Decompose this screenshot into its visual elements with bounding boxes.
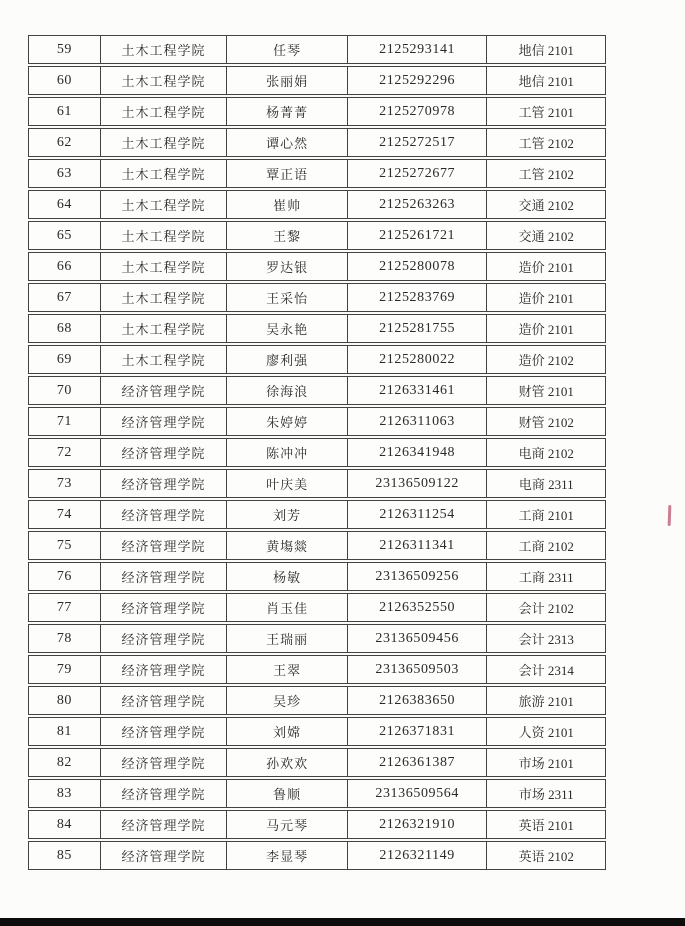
cell-name: 陈冲冲 xyxy=(227,439,348,466)
cell-name: 叶庆美 xyxy=(227,470,348,497)
cell-index: 77 xyxy=(29,594,101,621)
cell-index: 82 xyxy=(29,749,101,776)
cell-student-id: 2125261721 xyxy=(348,222,488,249)
scan-edge-bar xyxy=(0,918,685,926)
table-row xyxy=(28,531,606,560)
cell-student-id: 2125280078 xyxy=(348,253,488,280)
cell-class: 工商 2102 xyxy=(518,539,574,554)
cell-college: 土木工程学院 xyxy=(101,36,228,63)
cell-college: 经济管理学院 xyxy=(101,532,228,559)
cell-student-id: 2125283769 xyxy=(348,284,488,311)
cell-college: 土木工程学院 xyxy=(101,253,228,280)
table-row xyxy=(28,438,606,467)
cell-name: 崔帅 xyxy=(227,191,348,218)
cell-class: 财管 2101 xyxy=(518,384,574,399)
student-roster-table xyxy=(28,35,606,872)
cell-college: 土木工程学院 xyxy=(101,222,228,249)
cell-college: 经济管理学院 xyxy=(101,377,228,404)
cell-name: 杨菁菁 xyxy=(227,98,348,125)
cell-college: 土木工程学院 xyxy=(101,284,228,311)
cell-name: 谭心然 xyxy=(227,129,348,156)
cell-student-id: 23136509564 xyxy=(348,780,488,807)
cell-class: 英语 2102 xyxy=(518,849,574,864)
table-row xyxy=(28,376,606,405)
table-row xyxy=(28,810,606,839)
cell-name: 刘芳 xyxy=(227,501,348,528)
cell-student-id: 2125292296 xyxy=(348,67,488,94)
cell-name: 孙欢欢 xyxy=(227,749,348,776)
cell-name: 鲁顺 xyxy=(227,780,348,807)
cell-college: 土木工程学院 xyxy=(101,67,228,94)
cell-index: 83 xyxy=(29,780,101,807)
cell-index: 60 xyxy=(29,67,101,94)
cell-college: 经济管理学院 xyxy=(101,408,228,435)
cell-student-id: 2126383650 xyxy=(348,687,488,714)
cell-student-id: 2126371831 xyxy=(348,718,488,745)
cell-college: 经济管理学院 xyxy=(101,718,228,745)
table-row xyxy=(28,624,606,653)
cell-class: 造价 2101 xyxy=(518,322,574,337)
table-row xyxy=(28,252,606,281)
table-row xyxy=(28,407,606,436)
cell-index: 73 xyxy=(29,470,101,497)
cell-name: 朱婷婷 xyxy=(227,408,348,435)
cell-name: 覃正语 xyxy=(227,160,348,187)
cell-student-id: 2126341948 xyxy=(348,439,488,466)
cell-name: 张丽娟 xyxy=(227,67,348,94)
cell-index: 76 xyxy=(29,563,101,590)
cell-college: 经济管理学院 xyxy=(101,470,228,497)
red-pen-mark xyxy=(668,505,672,526)
table-row xyxy=(28,35,606,64)
cell-class: 造价 2101 xyxy=(518,291,574,306)
table-row xyxy=(28,283,606,312)
cell-college: 土木工程学院 xyxy=(101,129,228,156)
cell-class: 市场 2101 xyxy=(518,756,574,771)
cell-name: 王采怡 xyxy=(227,284,348,311)
cell-class: 会计 2314 xyxy=(518,663,574,678)
cell-index: 65 xyxy=(29,222,101,249)
cell-student-id: 2126321149 xyxy=(348,842,488,869)
cell-student-id: 2126361387 xyxy=(348,749,488,776)
cell-student-id: 2126321910 xyxy=(348,811,488,838)
cell-index: 59 xyxy=(29,36,101,63)
cell-college: 经济管理学院 xyxy=(101,842,228,869)
table-row xyxy=(28,655,606,684)
cell-student-id: 2126331461 xyxy=(348,377,488,404)
table-row xyxy=(28,190,606,219)
cell-name: 马元琴 xyxy=(227,811,348,838)
cell-class: 会计 2313 xyxy=(518,632,574,647)
table-row xyxy=(28,66,606,95)
cell-name: 吴永艳 xyxy=(227,315,348,342)
cell-index: 78 xyxy=(29,625,101,652)
cell-student-id: 2125293141 xyxy=(348,36,488,63)
cell-index: 66 xyxy=(29,253,101,280)
cell-student-id: 2125280022 xyxy=(348,346,488,373)
cell-name: 任琴 xyxy=(227,36,348,63)
cell-class: 工管 2101 xyxy=(518,105,574,120)
cell-name: 徐海浪 xyxy=(227,377,348,404)
cell-index: 81 xyxy=(29,718,101,745)
cell-student-id: 2125281755 xyxy=(348,315,488,342)
table-row xyxy=(28,717,606,746)
cell-class: 工管 2102 xyxy=(518,136,574,151)
table-row xyxy=(28,686,606,715)
cell-college: 经济管理学院 xyxy=(101,749,228,776)
cell-class: 工商 2101 xyxy=(518,508,574,523)
cell-index: 68 xyxy=(29,315,101,342)
cell-name: 杨敏 xyxy=(227,563,348,590)
cell-index: 75 xyxy=(29,532,101,559)
cell-college: 经济管理学院 xyxy=(101,594,228,621)
cell-student-id: 23136509256 xyxy=(348,563,488,590)
cell-name: 王黎 xyxy=(227,222,348,249)
cell-class: 工管 2102 xyxy=(518,167,574,182)
cell-class: 市场 2311 xyxy=(518,787,574,802)
cell-college: 经济管理学院 xyxy=(101,811,228,838)
table-row xyxy=(28,97,606,126)
cell-class: 电商 2311 xyxy=(518,477,574,492)
cell-class: 会计 2102 xyxy=(518,601,574,616)
cell-name: 廖利强 xyxy=(227,346,348,373)
table-row xyxy=(28,159,606,188)
cell-class: 电商 2102 xyxy=(518,446,574,461)
cell-student-id: 23136509456 xyxy=(348,625,488,652)
cell-index: 70 xyxy=(29,377,101,404)
cell-class: 造价 2102 xyxy=(518,353,574,368)
cell-class: 财管 2102 xyxy=(518,415,574,430)
cell-index: 69 xyxy=(29,346,101,373)
cell-index: 64 xyxy=(29,191,101,218)
cell-class: 地信 2101 xyxy=(518,74,574,89)
cell-name: 王瑞丽 xyxy=(227,625,348,652)
cell-class: 旅游 2101 xyxy=(518,694,574,709)
cell-index: 80 xyxy=(29,687,101,714)
cell-name: 黄塲燚 xyxy=(227,532,348,559)
cell-student-id: 2126311341 xyxy=(348,532,488,559)
table-row xyxy=(28,841,606,870)
cell-student-id: 2125263263 xyxy=(348,191,488,218)
cell-class: 交通 2102 xyxy=(518,198,574,213)
table-row xyxy=(28,562,606,591)
table-row xyxy=(28,221,606,250)
cell-index: 74 xyxy=(29,501,101,528)
table-row xyxy=(28,345,606,374)
cell-college: 经济管理学院 xyxy=(101,439,228,466)
cell-college: 土木工程学院 xyxy=(101,98,228,125)
cell-name: 王翠 xyxy=(227,656,348,683)
cell-college: 经济管理学院 xyxy=(101,501,228,528)
cell-name: 李显琴 xyxy=(227,842,348,869)
cell-student-id: 2126311254 xyxy=(348,501,488,528)
cell-class: 工商 2311 xyxy=(518,570,574,585)
cell-class: 交通 2102 xyxy=(518,229,574,244)
cell-college: 土木工程学院 xyxy=(101,346,228,373)
cell-index: 71 xyxy=(29,408,101,435)
cell-name: 刘嫦 xyxy=(227,718,348,745)
table-row xyxy=(28,748,606,777)
cell-index: 63 xyxy=(29,160,101,187)
cell-index: 85 xyxy=(29,842,101,869)
cell-name: 肖玉佳 xyxy=(227,594,348,621)
cell-college: 土木工程学院 xyxy=(101,191,228,218)
cell-college: 经济管理学院 xyxy=(101,625,228,652)
cell-college: 土木工程学院 xyxy=(101,160,228,187)
cell-class: 英语 2101 xyxy=(518,818,574,833)
cell-student-id: 2126352550 xyxy=(348,594,488,621)
table-row xyxy=(28,314,606,343)
table-row xyxy=(28,500,606,529)
cell-index: 72 xyxy=(29,439,101,466)
cell-college: 经济管理学院 xyxy=(101,780,228,807)
cell-student-id: 23136509503 xyxy=(348,656,488,683)
table-row xyxy=(28,128,606,157)
cell-student-id: 2125272677 xyxy=(348,160,488,187)
cell-class: 造价 2101 xyxy=(518,260,574,275)
cell-class: 地信 2101 xyxy=(518,43,574,58)
cell-student-id: 2125270978 xyxy=(348,98,488,125)
cell-name: 罗达银 xyxy=(227,253,348,280)
table-row xyxy=(28,779,606,808)
cell-student-id: 2126311063 xyxy=(348,408,488,435)
cell-index: 61 xyxy=(29,98,101,125)
cell-index: 62 xyxy=(29,129,101,156)
cell-college: 经济管理学院 xyxy=(101,656,228,683)
cell-student-id: 23136509122 xyxy=(348,470,488,497)
cell-college: 经济管理学院 xyxy=(101,563,228,590)
cell-index: 79 xyxy=(29,656,101,683)
cell-name: 吴珍 xyxy=(227,687,348,714)
cell-student-id: 2125272517 xyxy=(348,129,488,156)
cell-college: 经济管理学院 xyxy=(101,687,228,714)
table-row xyxy=(28,593,606,622)
cell-index: 67 xyxy=(29,284,101,311)
cell-index: 84 xyxy=(29,811,101,838)
cell-class: 人资 2101 xyxy=(518,725,574,740)
table-row xyxy=(28,469,606,498)
cell-college: 土木工程学院 xyxy=(101,315,228,342)
